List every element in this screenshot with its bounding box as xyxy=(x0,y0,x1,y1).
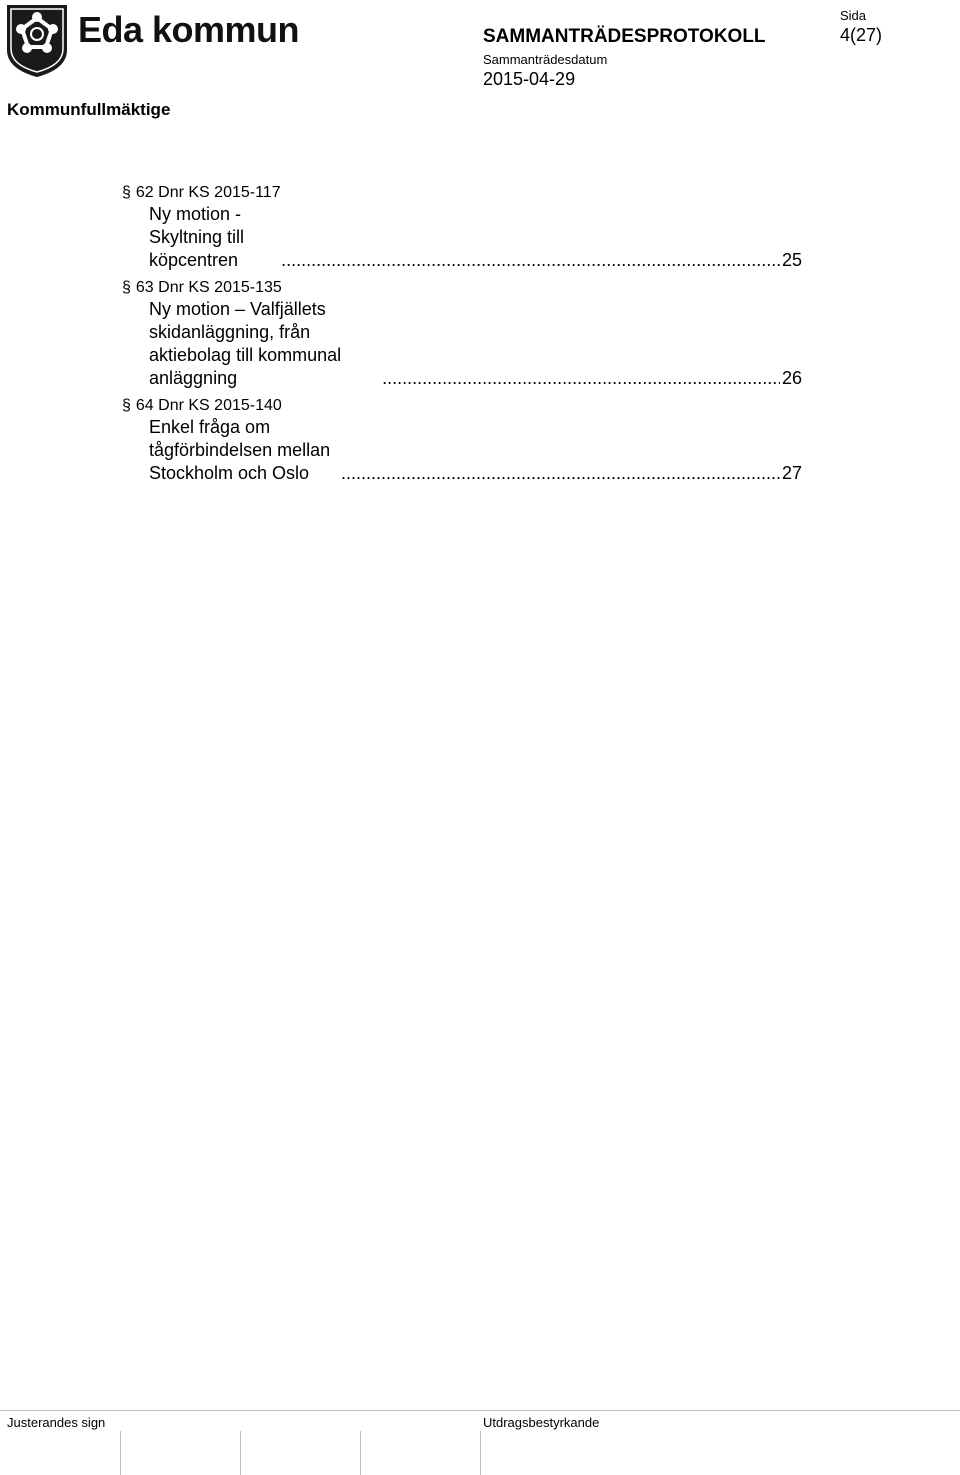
toc-entry-reference: 64 Dnr KS 2015-140 xyxy=(135,397,282,414)
adjuster-signature-label: Justerandes sign xyxy=(7,1415,106,1430)
toc-entry-line xyxy=(149,416,802,485)
date-label: Sammanträdesdatum xyxy=(483,52,608,67)
brand-name: Eda kommun xyxy=(78,9,300,50)
extract-certification-label: Utdragsbestyrkande xyxy=(483,1415,600,1430)
toc-entry-heading xyxy=(122,277,802,298)
date-value: 2015-04-29 xyxy=(483,69,576,89)
dot-leader xyxy=(281,249,780,272)
section-symbol: § xyxy=(122,184,131,201)
toc-entry-reference: 63 Dnr KS 2015-135 xyxy=(135,279,282,296)
table-of-contents xyxy=(122,182,802,490)
toc-entry[interactable] xyxy=(122,182,802,272)
toc-entry-title: Enkel fråga om tågförbindelsen mellan Stockholm och Oslo xyxy=(149,417,331,483)
section-symbol: § xyxy=(122,279,131,296)
page-number: 4(27) xyxy=(840,25,883,45)
signature-box-divider xyxy=(120,1431,121,1475)
toc-entry-heading xyxy=(122,395,802,416)
signature-box-divider xyxy=(360,1431,361,1475)
toc-entry-line xyxy=(149,203,802,272)
document-title: SAMMANTRÄDESPROTOKOLL xyxy=(483,26,766,47)
dot-leader xyxy=(341,462,780,485)
toc-entry-page: 27 xyxy=(781,463,802,483)
toc-entry-title: Ny motion – Valfjällets skidanläggning, från aktiebolag till kommunal anläggning xyxy=(149,299,342,388)
eda-kommun-logo-icon xyxy=(6,4,68,78)
toc-entry-heading xyxy=(122,182,802,203)
organization-name: Kommunfullmäktige xyxy=(7,100,171,119)
section-symbol: § xyxy=(122,397,131,414)
signature-box-divider xyxy=(240,1431,241,1475)
toc-entry-reference: 62 Dnr KS 2015-117 xyxy=(135,184,281,201)
toc-entry[interactable] xyxy=(122,395,802,485)
page-label: Sida xyxy=(840,8,867,23)
signature-footer xyxy=(0,1410,960,1475)
toc-entry-title: Ny motion - Skyltning till köpcentren xyxy=(149,204,245,270)
toc-entry-line xyxy=(149,298,802,390)
toc-entry-page: 25 xyxy=(781,250,802,270)
toc-entry-page: 26 xyxy=(781,368,802,388)
toc-entry[interactable] xyxy=(122,277,802,390)
dot-leader xyxy=(382,367,780,390)
signature-box-divider xyxy=(480,1431,481,1475)
